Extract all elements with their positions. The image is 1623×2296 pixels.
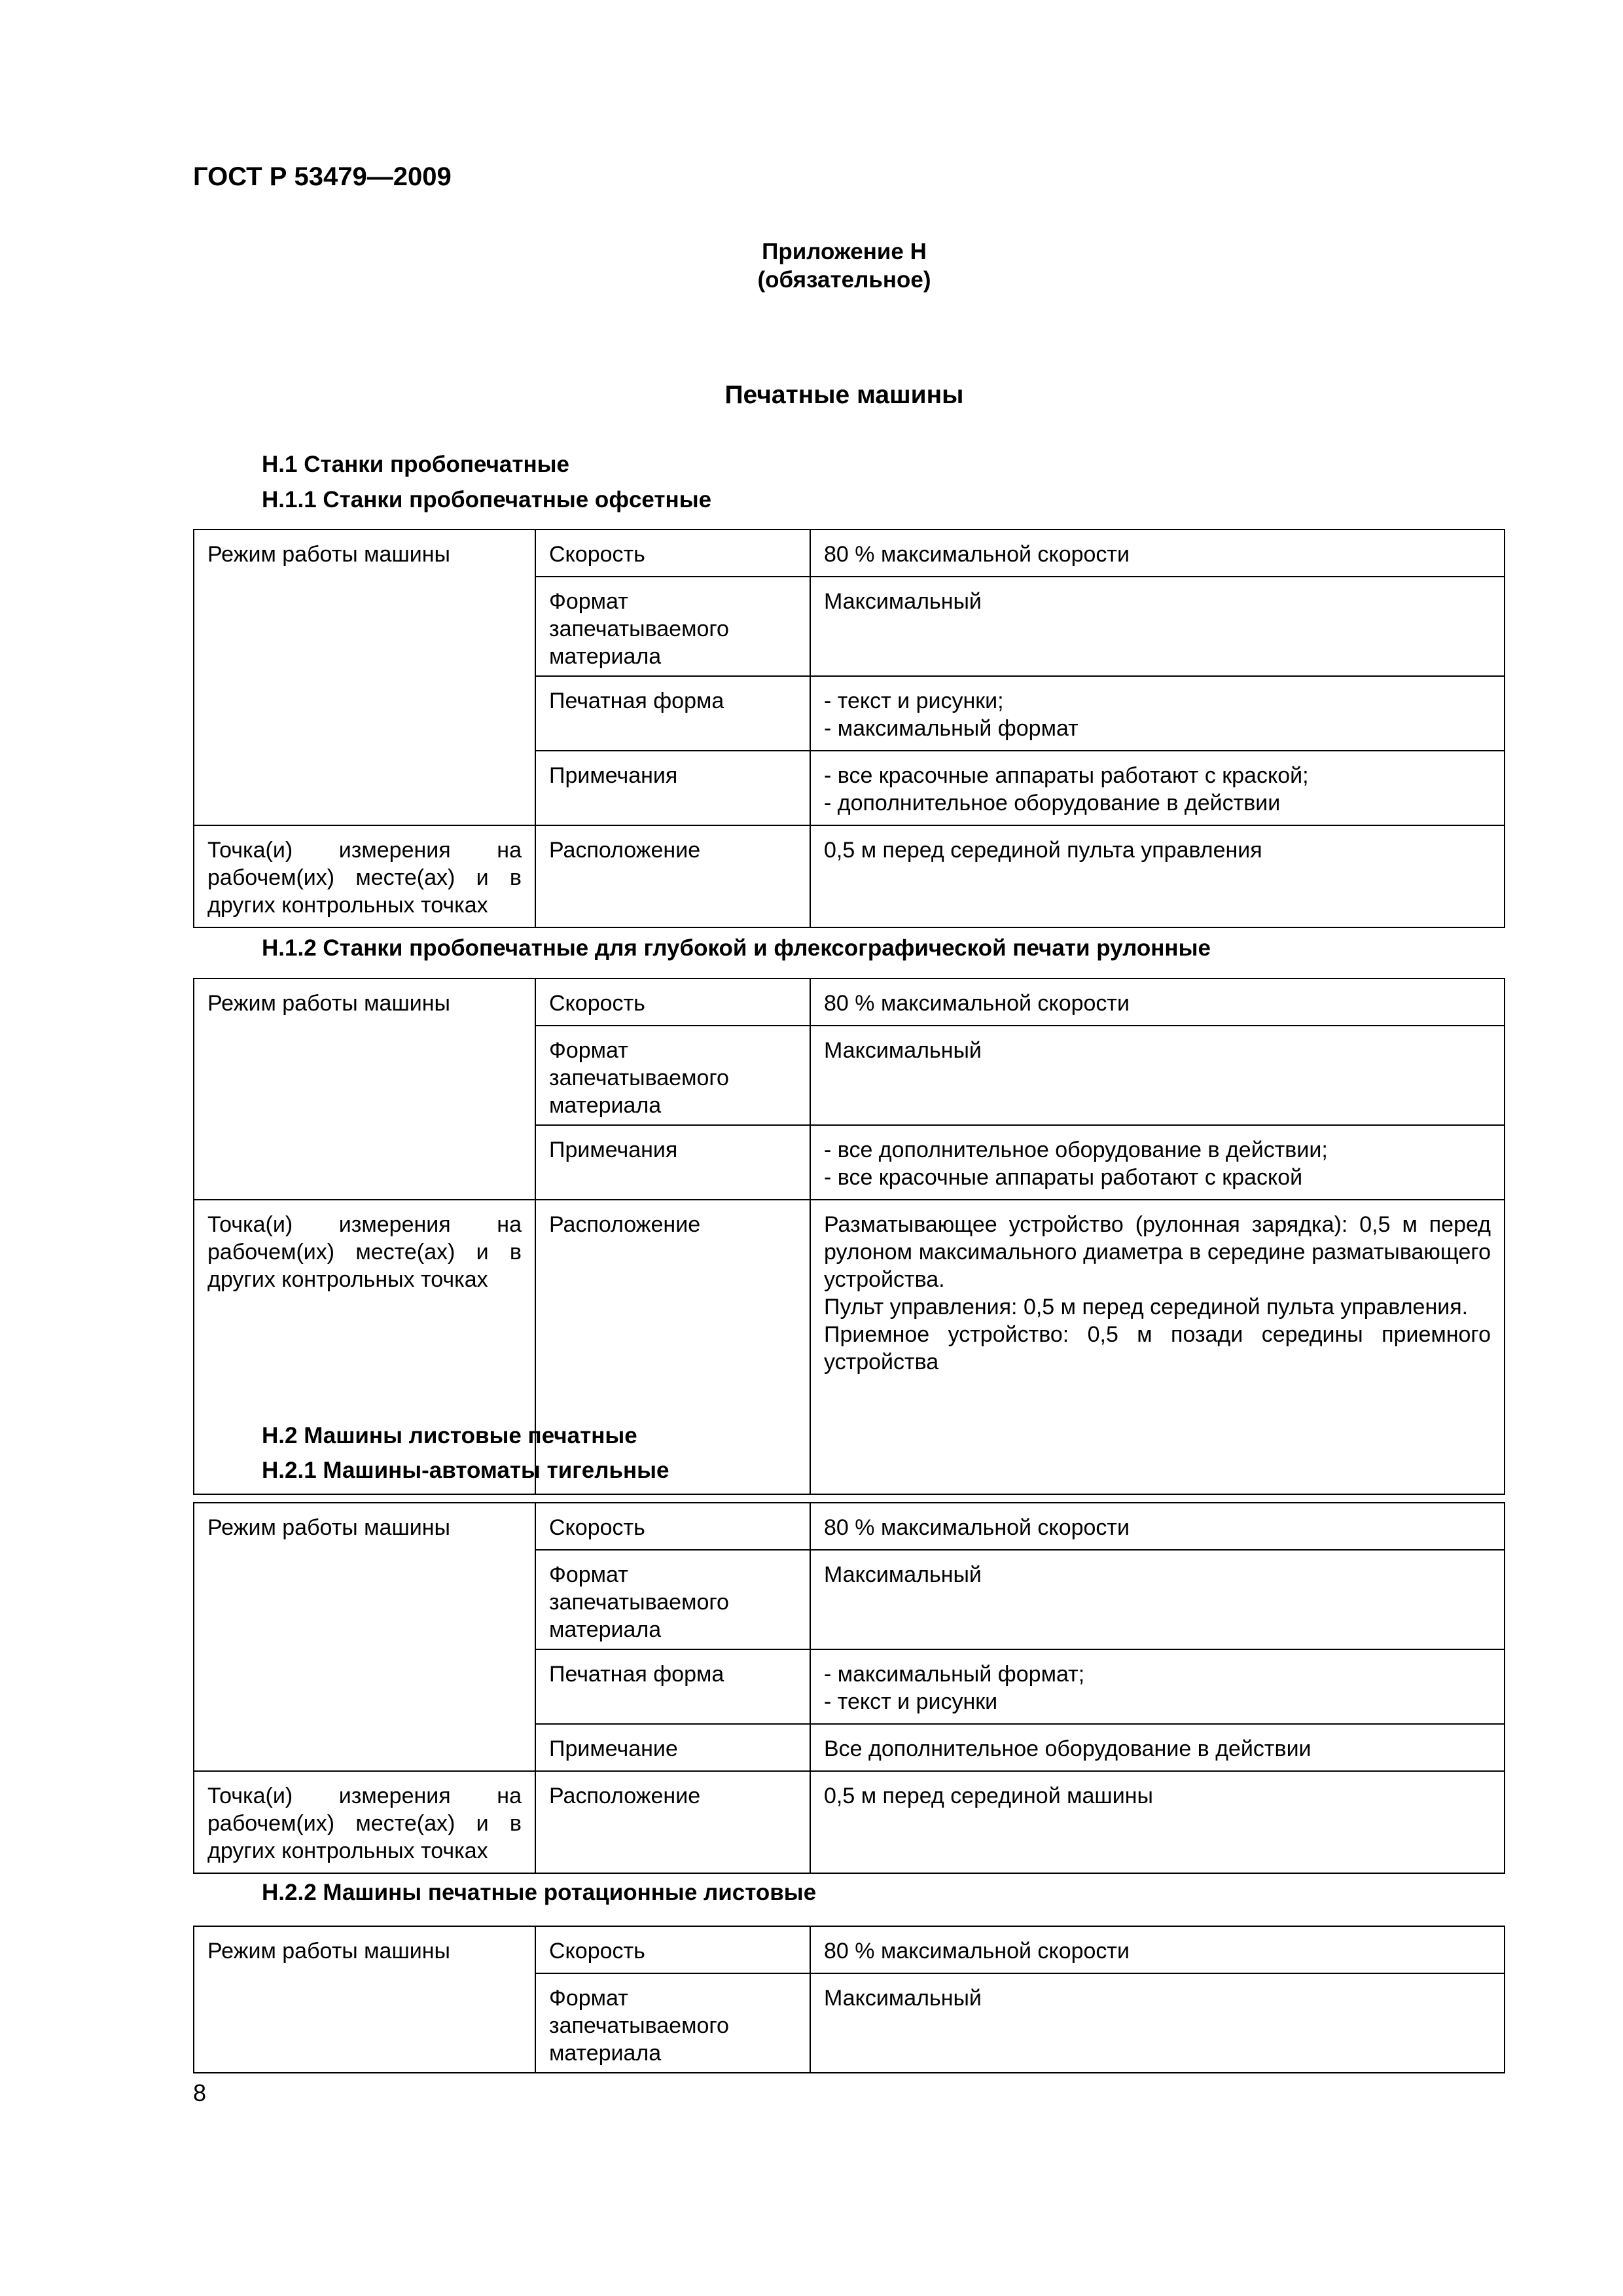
table-cell-mode: Режим работы машины	[194, 1503, 535, 1771]
table-cell-location-label: Расположение	[535, 825, 810, 927]
appendix-status: (обязательное)	[757, 267, 931, 293]
table-cell-format-value: Максимальный	[810, 1550, 1505, 1649]
table-cell-format-label: Формат запечатываемого материала	[535, 577, 810, 676]
table-cell-plate-label: Печатная форма	[535, 1649, 810, 1724]
plate-value-line: - текст и рисунки;	[824, 689, 1004, 713]
table-cell-points: Точка(и) измерения на рабочем(их) месте(ах) и в других контрольных точках	[194, 825, 535, 927]
table-cell-format-label: Формат запечатываемого материала	[535, 1026, 810, 1125]
notes-value-line: - все дополнительное оборудование в действии;	[824, 1138, 1328, 1162]
page-number: 8	[193, 2079, 207, 2106]
table-cell-mode: Режим работы машины	[194, 978, 535, 1200]
table-cell-speed-label: Скорость	[535, 529, 810, 577]
table-cell-plate-value	[810, 1649, 1505, 1724]
table-cell-format-value: Максимальный	[810, 577, 1505, 676]
table-cell-format-value: Максимальный	[810, 1973, 1505, 2073]
spec-table-platen-press	[193, 1502, 1505, 1874]
table-cell-speed-value: 80 % максимальной скорости	[810, 1926, 1505, 1973]
notes-value-line: - все красочные аппараты работают с краской	[824, 1165, 1303, 1190]
table-cell-speed-value: 80 % максимальной скорости	[810, 529, 1505, 577]
table-cell-plate-value	[810, 676, 1505, 751]
table-cell-format-value: Максимальный	[810, 1026, 1505, 1125]
notes-value-line: - дополнительное оборудование в действии	[824, 791, 1281, 816]
table-cell-location-label: Расположение	[535, 1200, 810, 1494]
location-value-paragraph: Приемное устройство: 0,5 м позади середины приемного устройства	[824, 1322, 1491, 1374]
table-cell-mode: Режим работы машины	[194, 529, 535, 825]
spec-table-rotary-sheet-press	[193, 1926, 1505, 2073]
table-cell-format-label: Формат запечатываемого материала	[535, 1550, 810, 1649]
section-heading-h1-1: Н.1.1 Станки пробопечатные офсетные	[262, 487, 712, 512]
table-cell-speed-label: Скорость	[535, 1926, 810, 1973]
table-cell-speed-value: 80 % максимальной скорости	[810, 1503, 1505, 1550]
table-cell-format-label: Формат запечатываемого материала	[535, 1973, 810, 2073]
table-cell-speed-label: Скорость	[535, 978, 810, 1026]
spec-table-gravure-flexo-proof	[193, 978, 1505, 1495]
spec-table-offset-proof	[193, 529, 1505, 928]
location-value-paragraph: Пульт управления: 0,5 м перед серединой пульта управления.	[824, 1295, 1469, 1319]
table-cell-points: Точка(и) измерения на рабочем(их) месте(ах) и в других контрольных точках	[194, 1200, 535, 1494]
document-code: ГОСТ Р 53479—2009	[193, 162, 452, 191]
table-cell-points: Точка(и) измерения на рабочем(их) месте(ах) и в других контрольных точках	[194, 1771, 535, 1873]
table-cell-location-value	[810, 1200, 1505, 1494]
appendix-label: Приложение Н	[762, 239, 927, 264]
location-value-paragraph: Разматывающее устройство (рулонная зарядка): 0,5 м перед рулоном максимального диаметра в середине разматывающего устройства.	[824, 1212, 1491, 1292]
notes-value-line: - все красочные аппараты работают с краской;	[824, 763, 1309, 788]
table-cell-location-label: Расположение	[535, 1771, 810, 1873]
page-title: Печатные машины	[724, 381, 964, 409]
table-cell-note-value: Все дополнительное оборудование в действии	[810, 1724, 1505, 1771]
table-cell-notes-value	[810, 751, 1505, 825]
table-cell-notes-value	[810, 1125, 1505, 1200]
table-cell-notes-label: Примечания	[535, 1125, 810, 1200]
table-cell-location-value: 0,5 м перед серединой машины	[810, 1771, 1505, 1873]
section-heading-h1: Н.1 Станки пробопечатные	[262, 452, 570, 477]
section-heading-h2-2: Н.2.2 Машины печатные ротационные листовые	[262, 1880, 817, 1905]
section-heading-h2-1: Н.2.1 Машины-автоматы тигельные	[262, 1458, 669, 1483]
table-cell-speed-label: Скорость	[535, 1503, 810, 1550]
plate-value-line: - максимальный формат;	[824, 1662, 1085, 1687]
table-cell-mode: Режим работы машины	[194, 1926, 535, 2073]
section-heading-h1-2: Н.1.2 Станки пробопечатные для глубокой и флексографической печати рулонные	[262, 935, 1211, 961]
table-cell-note-label: Примечание	[535, 1724, 810, 1771]
section-heading-h2: Н.2 Машины листовые печатные	[262, 1423, 637, 1448]
table-cell-speed-value: 80 % максимальной скорости	[810, 978, 1505, 1026]
plate-value-line: - текст и рисунки	[824, 1689, 998, 1714]
plate-value-line: - максимальный формат	[824, 716, 1079, 741]
table-cell-plate-label: Печатная форма	[535, 676, 810, 751]
table-cell-notes-label: Примечания	[535, 751, 810, 825]
table-cell-location-value: 0,5 м перед серединой пульта управления	[810, 825, 1505, 927]
